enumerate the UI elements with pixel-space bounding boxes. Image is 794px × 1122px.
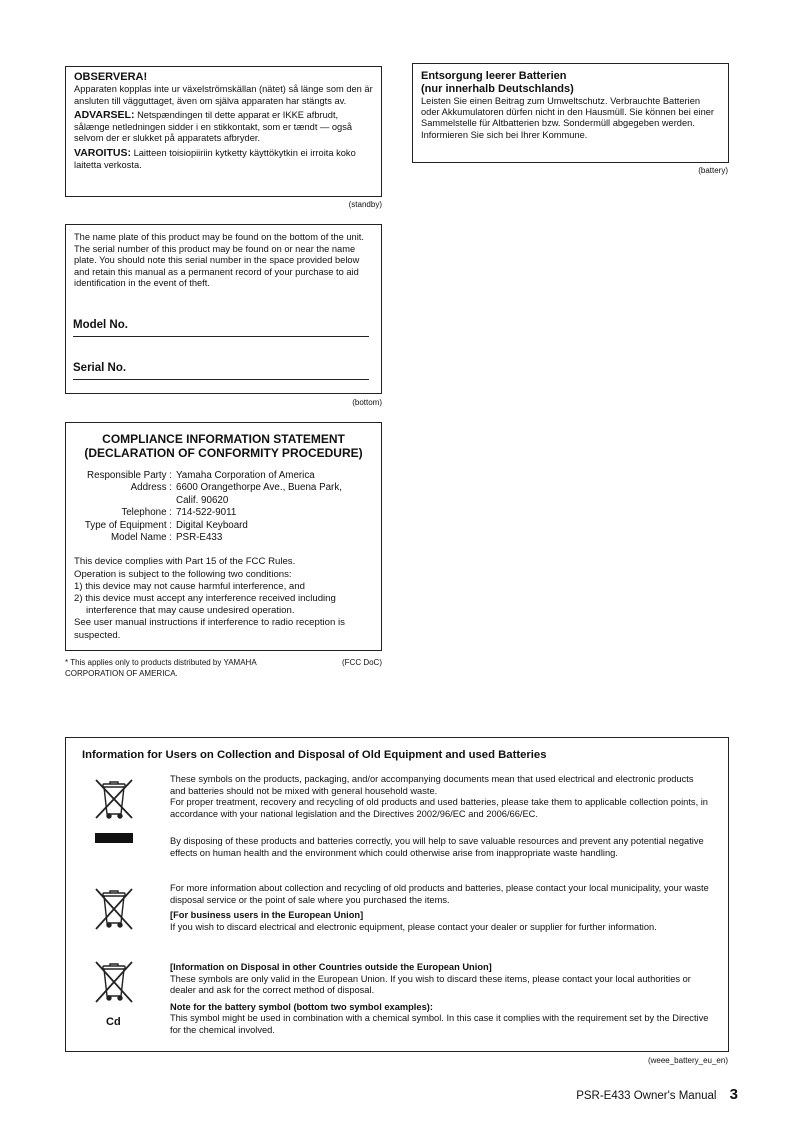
battery-notice-box	[412, 63, 729, 163]
advarsel-title: ADVARSEL:	[74, 109, 135, 122]
standby-notice-box	[65, 66, 382, 197]
party-key: Responsible Party :	[87, 470, 172, 481]
compliance-box	[65, 422, 382, 651]
compliance-body-3: See user manual instructions if interference to radio reception is suspected.	[74, 617, 345, 641]
party-row	[74, 520, 342, 532]
weee-text-block-4	[170, 962, 710, 1037]
advarsel-text: Netspændingen til dette apparat er IKKE afbrudt, sålænge netledningen sidder i en stikkontakt, som er tændt — også selvom der er slukket på apparatets afbryder.	[74, 110, 353, 144]
model-number-label: Model No.	[73, 319, 128, 331]
party-key: Model Name :	[111, 532, 172, 544]
name-plate-text: The name plate of this product may be found on the bottom of the unit. The serial number of this product may be found on or near the name plate. You should note this serial number in the space provided below and retain this manual as a permanent record of your purchase to aid identification in the event of theft.	[74, 232, 364, 289]
compliance-footnote: * This applies only to products distributed by YAMAHA CORPORATION OF AMERICA.	[65, 658, 257, 678]
crossed-bin-battery-icon	[94, 960, 134, 1006]
weee-p2: For proper treatment, recovery and recycling of old products and used batteries, please take them to applicable collection points, in accordance with your national legislation and the Directives 2002/96/EC and 2006/66/EC.	[170, 797, 708, 819]
crossed-bin-with-bar-icon	[94, 778, 134, 844]
party-key: Address :	[130, 482, 172, 494]
weee-p6: These symbols are only valid in the European Union. If you wish to discard these items, please contact your local authorities or dealer and ask for the correct method of disposal.	[170, 973, 691, 996]
party-row	[74, 482, 342, 494]
weee-h5: [For business users in the European Union]	[170, 910, 364, 921]
page-footer	[576, 1086, 738, 1103]
party-row	[74, 532, 342, 544]
party-key	[74, 495, 176, 507]
compliance-body	[74, 556, 373, 641]
standby-tag: (standby)	[348, 200, 382, 209]
party-key: Telephone :	[121, 507, 172, 519]
compliance-body-2: Operation is subject to the following two conditions:	[74, 568, 292, 580]
party-value: 714-522-9011	[176, 507, 237, 519]
party-row	[74, 507, 342, 519]
party-value: Digital Keyboard	[176, 519, 248, 531]
weee-text-block-1	[170, 774, 710, 820]
party-value: PSR-E433	[176, 532, 223, 544]
compliance-cond-2a: 2) this device must accept any interference received including	[74, 593, 336, 605]
weee-text-block-3	[170, 883, 710, 933]
weee-p4: For more information about collection and recycling of old products and batteries, please contact your local municipality, your waste disposal service or the point of sale where you purchased the items.	[170, 883, 709, 905]
battery-title-1: Entsorgung leerer Batterien	[421, 70, 567, 82]
advarsel-paragraph	[74, 110, 373, 145]
weee-p3: By disposing of these products and batteries correctly, you will help to save valuable resources and prevent any potential negative effects on human health and the environment which could otherwise arise from inappropriate waste handling.	[170, 836, 704, 858]
party-value: Yamaha Corporation of America	[176, 470, 315, 481]
weee-text-block-2	[170, 836, 710, 859]
weee-h6: [Information on Disposal in other Countries outside the European Union]	[170, 962, 492, 972]
weee-h7: Note for the battery symbol (bottom two symbol examples):	[170, 1001, 433, 1012]
observera-text: Apparaten kopplas inte ur växelströmskällan (nätet) så länge som den är ansluten till vägguttaget, även om själva apparaten har stängts av.	[74, 84, 373, 106]
party-row	[74, 470, 342, 482]
varoitus-title: VAROITUS:	[74, 146, 131, 159]
battery-tag: (battery)	[698, 166, 728, 175]
weee-box	[65, 737, 729, 1052]
manual-name: PSR-E433 Owner's Manual	[576, 1090, 717, 1102]
bottom-tag: (bottom)	[352, 398, 382, 407]
observera-title: OBSERVERA!	[74, 71, 148, 83]
crossed-bin-icon	[94, 887, 134, 933]
fcc-doc-tag: (FCC DoC)	[342, 658, 382, 667]
cd-chemical-label: Cd	[106, 1016, 121, 1028]
compliance-body-1: This device complies with Part 15 of the FCC Rules.	[74, 556, 296, 568]
party-value: 6600 Orangethorpe Ave., Buena Park,	[176, 482, 342, 494]
serial-number-label: Serial No.	[73, 362, 127, 374]
weee-p1: These symbols on the products, packaging, and/or accompanying documents mean that used electrical and electronic products and batteries should not be mixed with general household waste.	[170, 774, 694, 796]
weee-p7: This symbol might be used in combination with a chemical symbol. In this case it complies with the requirement set by the Directive for the chemical involved.	[170, 1013, 709, 1035]
name-plate-box	[65, 224, 382, 394]
compliance-cond-2b: interference that may cause undesired operation.	[86, 605, 295, 617]
weee-title: Information for Users on Collection and Disposal of Old Equipment and used Batteries	[82, 749, 547, 761]
model-number-field	[73, 319, 369, 337]
serial-number-field	[73, 362, 369, 380]
compliance-title-1: COMPLIANCE INFORMATION STATEMENT	[102, 432, 345, 446]
compliance-cond-1: 1) this device may not cause harmful interference, and	[74, 580, 305, 592]
compliance-title-2: (DECLARATION OF CONFORMITY PROCEDURE)	[84, 446, 363, 460]
weee-p5: If you wish to discard electrical and electronic equipment, please contact your dealer or supplier for further information.	[170, 921, 657, 932]
responsible-party-table	[74, 470, 342, 544]
page-number: 3	[729, 1086, 738, 1103]
party-row	[74, 495, 342, 507]
varoitus-text: Laitteen toisiopiiriin kytketty käyttökytkin ei irroita koko laitetta verkosta.	[74, 147, 356, 170]
battery-text: Leisten Sie einen Beitrag zum Umweltschutz. Verbrauchte Batterien oder Akkumulatoren dürfen nicht in den Hausmüll. Sie können bei einer Sammelstelle für Altbatterien bzw. Sondermüll abgegeben werden. Informieren Sie sich bei Ihrer Kommune.	[421, 96, 715, 140]
party-value: Calif. 90620	[176, 494, 229, 506]
varoitus-paragraph	[74, 148, 373, 171]
battery-title-2: (nur innerhalb Deutschlands)	[421, 83, 574, 95]
party-key: Type of Equipment :	[84, 519, 172, 531]
weee-tag: (weee_battery_eu_en)	[647, 1056, 728, 1065]
